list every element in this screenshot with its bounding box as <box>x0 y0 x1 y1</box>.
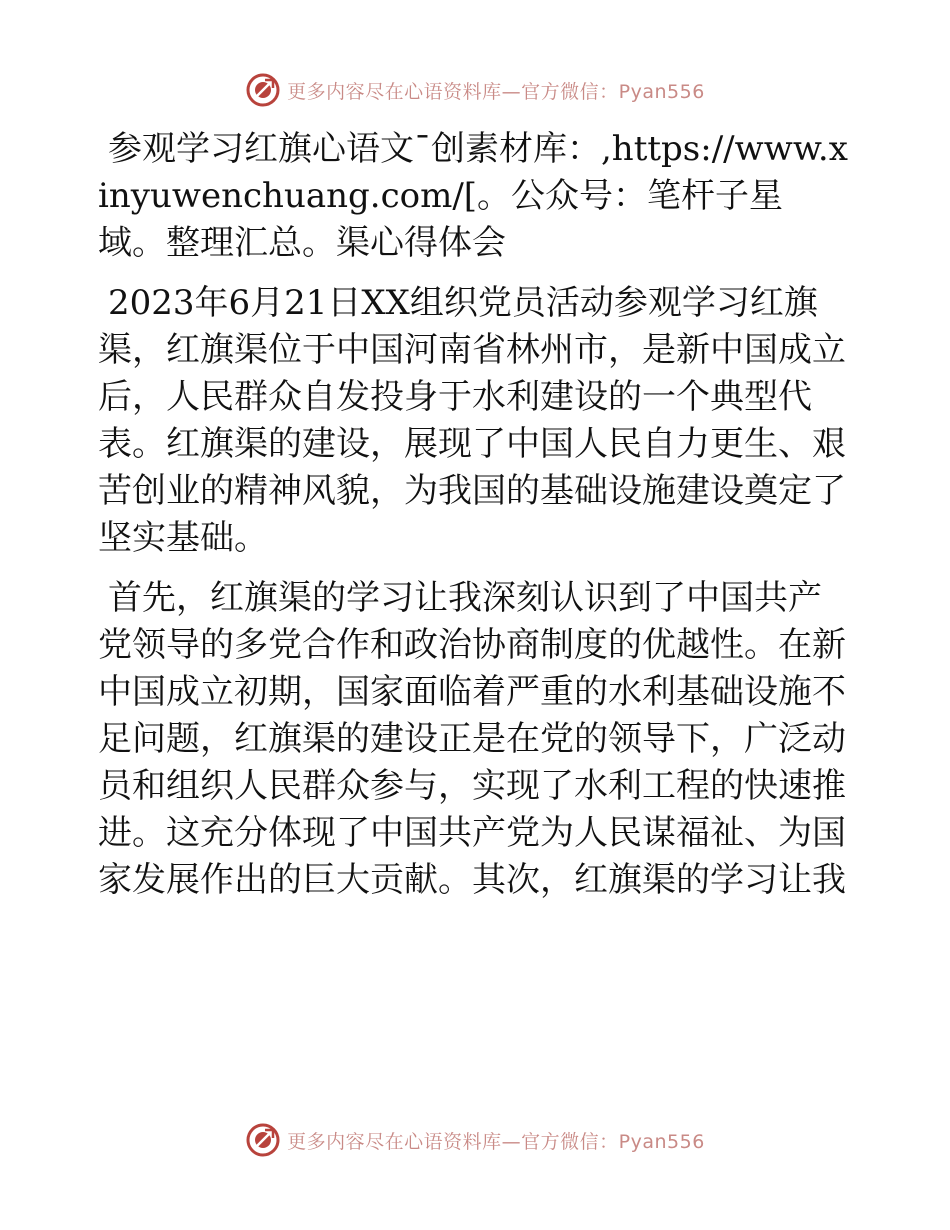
document-body <box>98 126 850 917</box>
red-circle-logo-icon <box>245 1122 281 1158</box>
footer-banner <box>0 1120 950 1160</box>
red-circle-logo-icon <box>245 72 281 108</box>
header-banner-text: 更多内容尽在心语资料库—官方微信：Pyan556 <box>287 80 705 103</box>
paragraph-3: 首先，红旗渠的学习让我深刻认识到了中国共产党领导的多党合作和政治协商制度的优越性。在新中国成立初期，国家面临着严重的水利基础设施不足问题，红旗渠的建设正是在党的领导下，广泛动员和组织人民群众参与，实现了水利工程的快速推进。这充分体现了中国共产党为人民谋福祉、为国家发展作出的巨大贡献。其次，红旗渠的学习让我 <box>98 578 846 900</box>
footer-banner-text: 更多内容尽在心语资料库—官方微信：Pyan556 <box>287 1130 705 1153</box>
paragraph-2: 2023年6月21日XX组织党员活动参观学习红旗渠，红旗渠位于中国河南省林州市，是新中国成立后，人民群众自发投身于水利建设的一个典型代表。红旗渠的建设，展现了中国人民自力更生、艰苦创业的精神风貌，为我国的基础设施建设奠定了坚实基础。 <box>98 283 846 558</box>
header-banner <box>0 70 950 110</box>
paragraph-1: 参观学习红旗心语文¯创素材库：,https://www.xinyuwenchuang.com/[。公众号：笔杆子星域。整理汇总。渠心得体会 <box>98 129 848 263</box>
